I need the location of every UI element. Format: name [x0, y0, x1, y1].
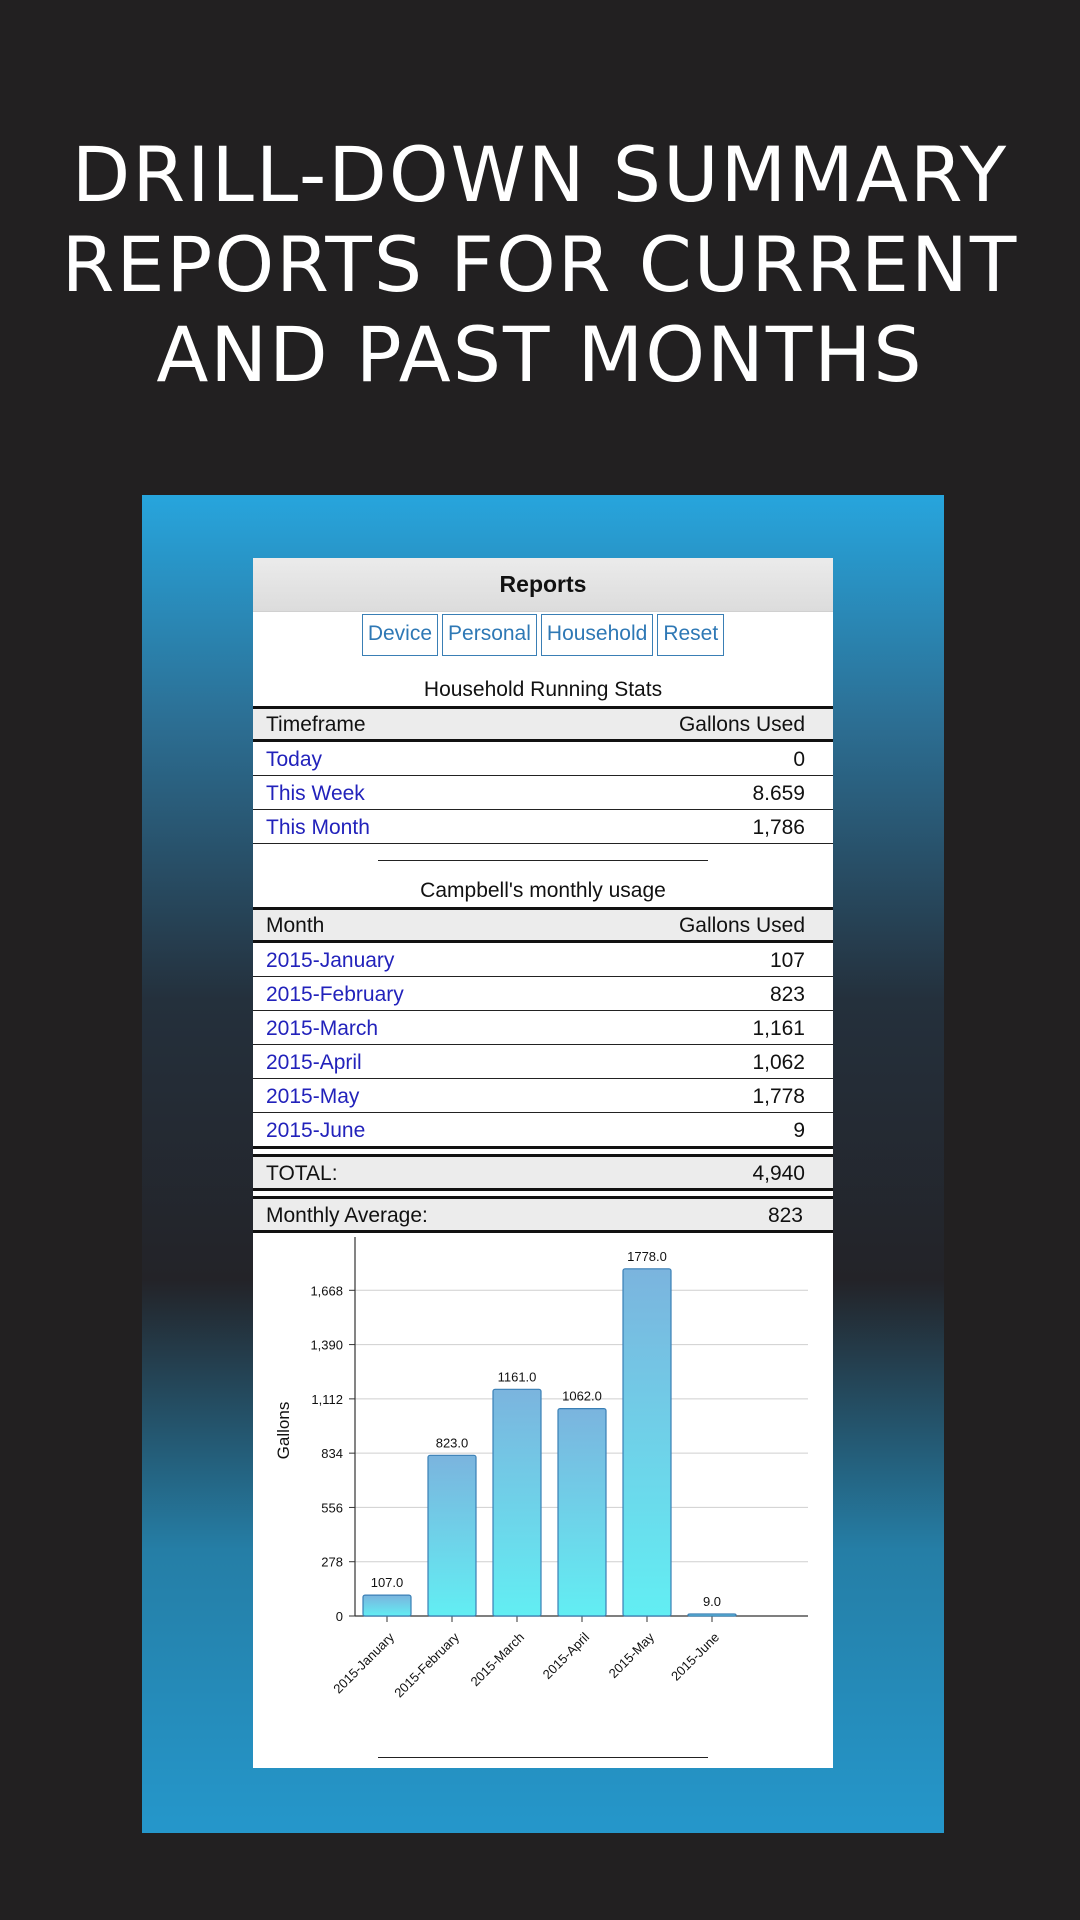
- average-row: [253, 1196, 833, 1233]
- this-week-value: 8.659: [752, 782, 805, 805]
- month-value: 1,161: [752, 1017, 805, 1040]
- month-link-january[interactable]: 2015-January: [266, 949, 395, 972]
- table-row[interactable]: [253, 810, 833, 844]
- average-label: Monthly Average:: [266, 1204, 428, 1227]
- this-month-link[interactable]: This Month: [266, 816, 370, 839]
- divider: [378, 1757, 708, 1758]
- y-tick-label: 278: [321, 1554, 343, 1570]
- table-row[interactable]: [253, 776, 833, 810]
- headline-line-2: REPORTS FOR CURRENT: [61, 220, 1019, 309]
- bar: [623, 1269, 671, 1616]
- table-row[interactable]: [253, 1045, 833, 1079]
- table-row[interactable]: [253, 742, 833, 776]
- y-tick-label: 1,668: [310, 1283, 343, 1299]
- monthly-usage-chart: [253, 1233, 833, 1733]
- bar: [688, 1614, 736, 1616]
- x-tick-label: 2015-February: [391, 1629, 463, 1701]
- monthly-usage-title: Campbell's monthly usage: [420, 879, 666, 902]
- y-tick-label: 0: [335, 1609, 343, 1624]
- y-tick-label: 834: [321, 1446, 343, 1462]
- table-row[interactable]: [253, 1079, 833, 1113]
- x-tick-label: 2015-March: [467, 1629, 528, 1690]
- total-row: [253, 1154, 833, 1191]
- running-stats-title: Household Running Stats: [423, 678, 663, 701]
- reset-button[interactable]: Reset: [657, 614, 724, 656]
- data-label: 823.0: [435, 1435, 469, 1451]
- y-tick-label: 1,112: [311, 1391, 343, 1407]
- gallons-column-header: Gallons Used: [678, 713, 805, 736]
- total-value: 4,940: [752, 1162, 805, 1185]
- this-week-link[interactable]: This Week: [266, 782, 365, 805]
- month-value: 1,062: [752, 1051, 805, 1074]
- y-tick-label: 556: [321, 1500, 343, 1516]
- month-link-february[interactable]: 2015-February: [266, 983, 404, 1006]
- x-tick-label: 2015-April: [539, 1629, 593, 1683]
- month-link-april[interactable]: 2015-April: [266, 1051, 362, 1074]
- table-row[interactable]: [253, 1011, 833, 1045]
- data-label: 1161.0: [497, 1369, 537, 1385]
- headline: [0, 130, 1080, 400]
- frame-bottom: [142, 1833, 944, 1920]
- month-value: 9: [793, 1119, 805, 1142]
- data-label: 107.0: [370, 1575, 404, 1591]
- chart-svg: [253, 1233, 833, 1733]
- table-row[interactable]: [253, 943, 833, 977]
- household-button[interactable]: Household: [541, 614, 653, 656]
- device-button[interactable]: Device: [362, 614, 438, 656]
- data-label: 1062.0: [562, 1388, 602, 1404]
- x-tick-label: 2015-January: [330, 1629, 398, 1697]
- headline-line-3: AND PAST MONTHS: [156, 310, 924, 399]
- personal-button[interactable]: Personal: [442, 614, 537, 656]
- total-label: TOTAL:: [266, 1162, 338, 1185]
- divider: [378, 860, 708, 861]
- month-value: 1,778: [752, 1085, 805, 1108]
- y-tick-label: 1,390: [310, 1337, 343, 1353]
- frame-left: [0, 495, 142, 1920]
- bar: [428, 1455, 476, 1616]
- monthly-usage-header: [253, 907, 833, 943]
- nav-bar: [253, 558, 833, 612]
- frame-right: [944, 495, 1080, 1920]
- this-month-value: 1,786: [752, 816, 805, 839]
- month-link-may[interactable]: 2015-May: [266, 1085, 360, 1108]
- y-axis-label: Gallons: [274, 1401, 293, 1460]
- month-link-june[interactable]: 2015-June: [266, 1119, 366, 1142]
- gallons-column-header: Gallons Used: [678, 914, 805, 937]
- bar: [493, 1389, 541, 1616]
- today-value: 0: [793, 748, 805, 771]
- timeframe-column-header: Timeframe: [266, 713, 366, 736]
- today-link[interactable]: Today: [266, 748, 323, 771]
- table-row[interactable]: [253, 977, 833, 1011]
- x-tick-label: 2015-May: [605, 1629, 658, 1682]
- running-stats-header: [253, 706, 833, 742]
- month-column-header: Month: [266, 914, 325, 937]
- month-link-march[interactable]: 2015-March: [266, 1017, 379, 1040]
- x-tick-label: 2015-June: [668, 1629, 723, 1684]
- bar: [363, 1595, 411, 1616]
- bar: [558, 1409, 606, 1616]
- headline-line-1: DRILL-DOWN SUMMARY: [71, 130, 1009, 219]
- nav-title: Reports: [499, 571, 587, 597]
- month-value: 107: [769, 949, 805, 972]
- data-label: 1778.0: [627, 1248, 667, 1264]
- table-row[interactable]: [253, 1113, 833, 1149]
- data-label: 9.0: [702, 1594, 722, 1609]
- average-value: 823: [767, 1204, 803, 1227]
- report-type-buttons: [253, 614, 833, 656]
- month-value: 823: [769, 983, 805, 1006]
- phone-screen: [253, 558, 833, 1768]
